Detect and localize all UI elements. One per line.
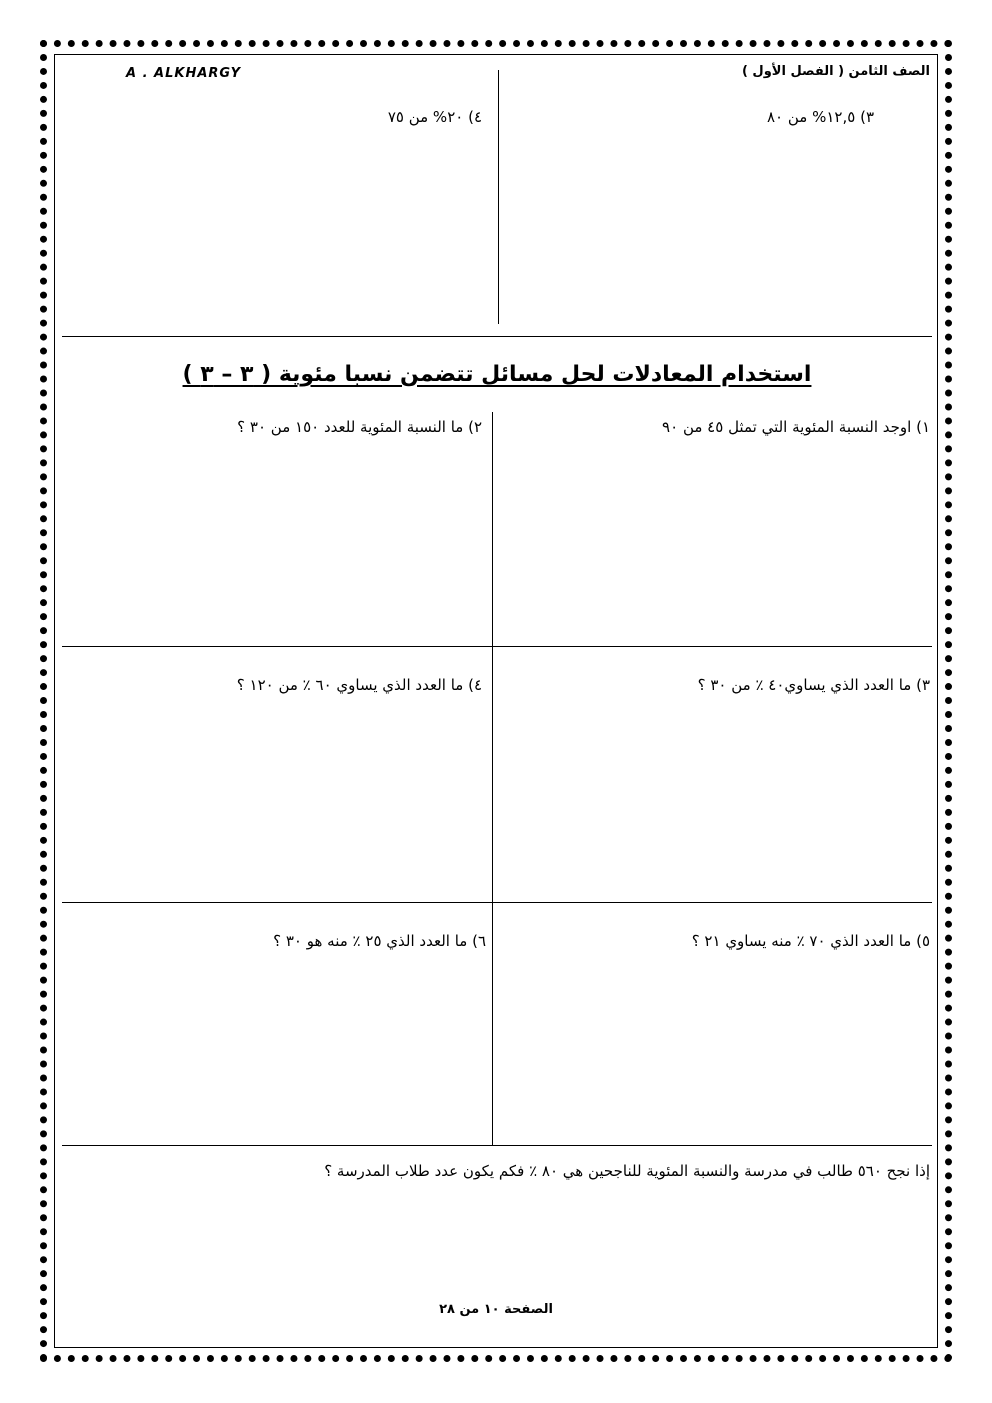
grid-row-divider-1: [62, 646, 932, 647]
question-1: ١) اوجد النسبة المئوية التي تمثل ٤٥ من ٩٠: [662, 418, 930, 436]
top-problem-4: ٤) ٢٠% من ٧٥: [387, 108, 482, 126]
question-2: ٢) ما النسبة المئوية للعدد ١٥٠ من ٣٠ ؟: [237, 418, 482, 436]
top-divider: [498, 70, 499, 324]
grid-vertical-divider: [492, 412, 493, 1146]
question-4: ٤) ما العدد الذي يساوي ٦٠ ٪ من ١٢٠ ؟: [236, 676, 482, 694]
top-problem-3: ٣) ١٢,٥% من ٨٠: [766, 108, 874, 126]
page-inner-border: [54, 54, 938, 1348]
grade-label: الصف الثامن ( الفصل الأول ): [741, 64, 930, 79]
word-problem: إذا نجح ٥٦٠ طالب في مدرسة والنسبة المئوية للناجحين هي ٨٠ ٪ فكم يكون عدد طلاب المدرسة ؟: [324, 1162, 930, 1180]
question-6: ٦) ما العدد الذي ٢٥ ٪ منه هو ٣٠ ؟: [273, 932, 486, 950]
question-5: ٥) ما العدد الذي ٧٠ ٪ منه يساوي ٢١ ؟: [691, 932, 930, 950]
author-name: A . ALKHARGY: [126, 66, 241, 81]
question-3: ٣) ما العدد الذي يساوي٤٠ ٪ من ٣٠ ؟: [697, 676, 930, 694]
section-title: [62, 362, 932, 387]
section-title-text: استخدام المعادلات لحل مسائل تتضمن نسبا مئوية ( ٣ – ٣ ): [182, 362, 812, 387]
grid-row-divider-2: [62, 902, 932, 903]
grid-row-divider-3: [62, 1145, 932, 1146]
section-divider: [62, 336, 932, 337]
page-number: الصفحة ١٠ من ٢٨: [439, 1302, 553, 1317]
